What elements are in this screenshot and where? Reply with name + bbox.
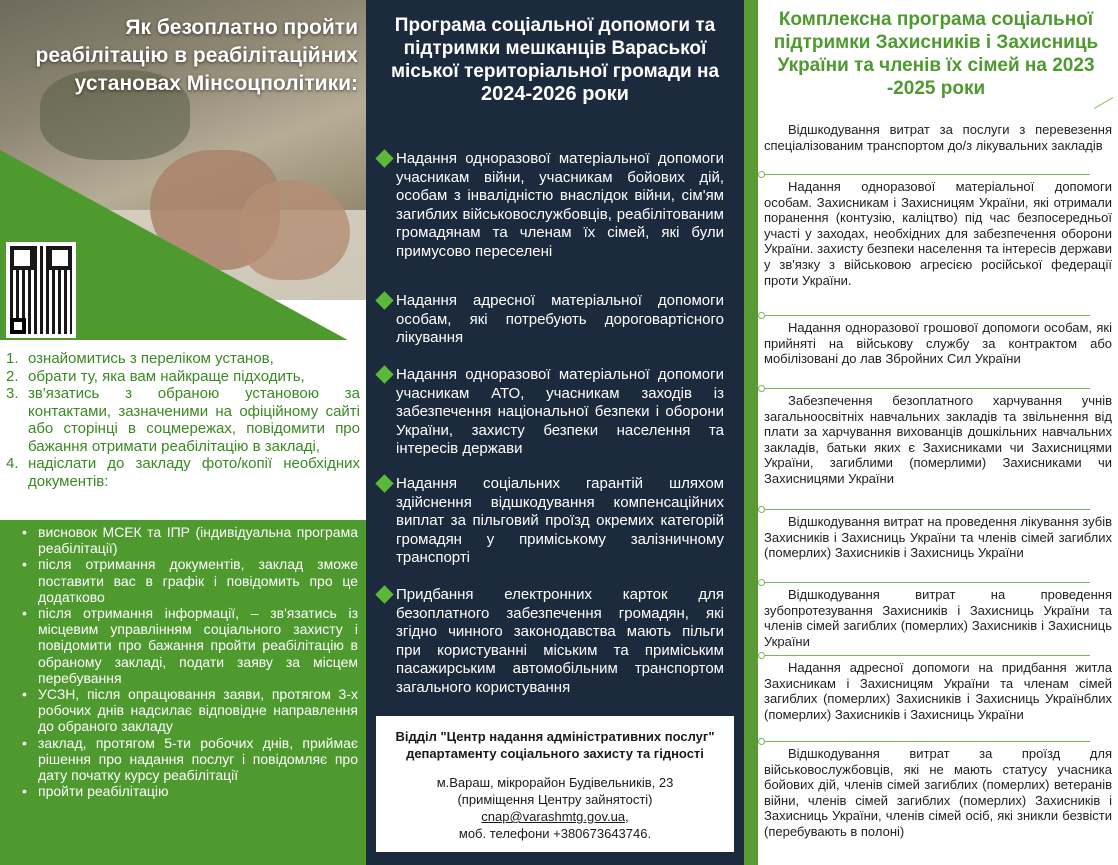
rehab-column xyxy=(0,0,366,865)
steps-list xyxy=(6,350,360,490)
support-card: Відшкодування витрат за послуги з перевезення спеціалізованим транспортом до/з лікувальних закладів xyxy=(764,122,1112,153)
list-item: • заклад, протягом 5-ти робочих днів, приймає рішення про надання послуг і повідомляє про дату початку курсу реабілітації xyxy=(20,735,358,784)
email-link[interactable]: cnap@varashmtg.gov.ua xyxy=(481,809,626,824)
support-card: Забезпечення безоплатного харчування учнів загальноосвітніх навчальних закладів та звільнення від плати за харчування вихованців дошкільних навчальних закладів, батьки яких є Захисниками чи Захисницями України, загиблими (померлими) Захисниками чи Захисницями України xyxy=(764,393,1112,487)
support-card: Відшкодування витрат на проведення лікування зубів Захисників і Захисниць України та членів сімей загиблих (померлих) Захисників і Захисниць України xyxy=(764,514,1112,561)
documents-list xyxy=(20,524,358,799)
step-item: 3. зв'язатись з обраною установою за контактами, зазначеними на офіційному сайті або сторінці в соцмережах, повідомити про бажання отримати реабілітацію в закладі, xyxy=(6,385,360,455)
contact-phone: моб. телефони +380673643746. xyxy=(458,826,652,841)
support-card: Надання одноразової матеріальної допомоги особам. Захисникам і Захисницям України, які отримали поранення (контузію, каліцтво) під час безпосередньої участі у заходах, необхідних для забезпечення оборони України. захисту безпеки населення та інтересів держави у зв'язку з військовою агресією російської федерації проти України. xyxy=(764,179,1112,288)
contact-heading: Відділ "Центр надання адміністративних послуг" департаменту соціального захисту та гідності xyxy=(395,729,715,761)
diamond-bullet-icon xyxy=(375,585,393,603)
list-item: • після отримання інформації, – зв'язатись із місцевим управлінням соціального захисту і повідомити про бажання пройти реабілітацію в обраному закладі, подати заяву за місцем перебування xyxy=(20,605,358,686)
step-item: 1. ознайомитись з переліком установ, xyxy=(6,350,274,367)
qr-code-icon xyxy=(6,242,76,338)
step-item: 4. надіслати до закладу фото/копії необхідних документів: xyxy=(6,455,360,490)
contact-box: Відділ "Центр надання адміністративних послуг" департаменту соціального захисту та гідності м.Вараш, мікрорайон Будівельників, 23 (приміщення Центру зайнятості) cnap@varashmtg.gov.ua, моб. телефони +380673643746. xyxy=(376,716,734,852)
contact-address-note: (приміщення Центру зайнятості) xyxy=(457,792,653,807)
support-card: Відшкодування витрат за проїзд для військовослужбовців, які не мають статусу учасника бойових дій, членів сімей загиблих (померлих) ветеранів війни, членів сімей загиблих (померлих) Захисників і Захисниць України, членів сімей осіб, які зникли безвісти (перебувають в полоні) xyxy=(764,746,1112,840)
support-card: Відшкодування витрат на проведення зубопротезування Захисників і Захисниць України та членів сімей загиблих (померлих) Захисників і Захисниць України xyxy=(764,587,1112,649)
list-item: • УСЗН, після опрацювання заяви, протягом 3-х робочих днів надсилає відповідне направлення до обраного закладу xyxy=(20,686,358,735)
step-item: 2. обрати ту, яка вам найкраще підходить, xyxy=(6,367,305,385)
program-title: Програма соціальної допомоги та підтримки мешканців Вараської міської територіальної громади на 2024-2026 роки xyxy=(390,15,720,105)
defenders-title: Комплексна програма соціальної підтримки Захисників і Захисниць України та членів їх сімей на 2023 -2025 роки xyxy=(773,9,1099,99)
diamond-bullet-icon xyxy=(375,365,393,383)
support-card: Надання одноразової грошової допомоги особам, які прийняті на військову службу за контрактом або мобілізовані до лав Збройних Сил України xyxy=(764,320,1112,367)
diamond-bullet-icon xyxy=(375,474,393,492)
diamond-bullet-icon xyxy=(375,291,393,309)
diamond-bullet-icon xyxy=(375,149,393,167)
support-card: Надання адресної допомоги на придбання житла Захисникам і Захисницям України та членам сімей загиблих (померлих) Захисників і Захисниць Українблих (померлих) Захисників і Захисниць України xyxy=(764,660,1112,722)
defenders-program-column xyxy=(744,0,1118,865)
rehab-title: Як безоплатно пройти реабілітацію в реабілітаційних установах Мінсоцполітики: xyxy=(35,16,358,95)
list-item: • висновок МСЕК та ІПР (індивідуальна програма реабілітації) xyxy=(20,524,358,556)
contact-address: м.Вараш, мікрорайон Будівельників, 23 xyxy=(436,775,674,790)
social-program-column: Програма соціальної допомоги та підтримки мешканців Вараської міської територіальної громади на 2024-2026 роки Надання одноразової матеріальної допомоги учасникам війни, учасникам бойових дій, особам з інвалідністю внаслідок війни, сім'ям загиблих військовослужбовців, реабілітованим громадянам та членам їх сімей, які були примусово переселені Надання адресної матеріальної допомоги особам, які потребують дороговартісного лікування Надання одноразової матеріальної допомоги учасникам АТО, учасникам заходів із забезпечення національної безпеки і оборони України, захисту безпеки населення та інтересів держави Надання соціальних гарантій шляхом здійснення відшкодування компенсаційних виплат за пільговий проїзд окремих категорій громадян у приміському залізничному транспорті Придбання електронних карток для безоплатного забезпечення громадян, які згідно чинного законодавства мають пільги при користуванні міським та приміським пасажирським автомобільним транспортом загального користування Відділ "Центр надання адміністративних послуг" департаменту соціального захисту та гідності м.Вараш, мікрорайон Будівельників, 23 (приміщення Центру зайнятості) cnap@varashmtg.gov.ua, моб. телефони +380673643746. xyxy=(366,0,744,865)
list-item: • після отримання документів, заклад зможе поставити вас в графік і повідомить про це додатково xyxy=(20,556,358,605)
list-item: • пройти реабілітацію xyxy=(20,783,358,799)
green-stripe xyxy=(744,0,758,865)
